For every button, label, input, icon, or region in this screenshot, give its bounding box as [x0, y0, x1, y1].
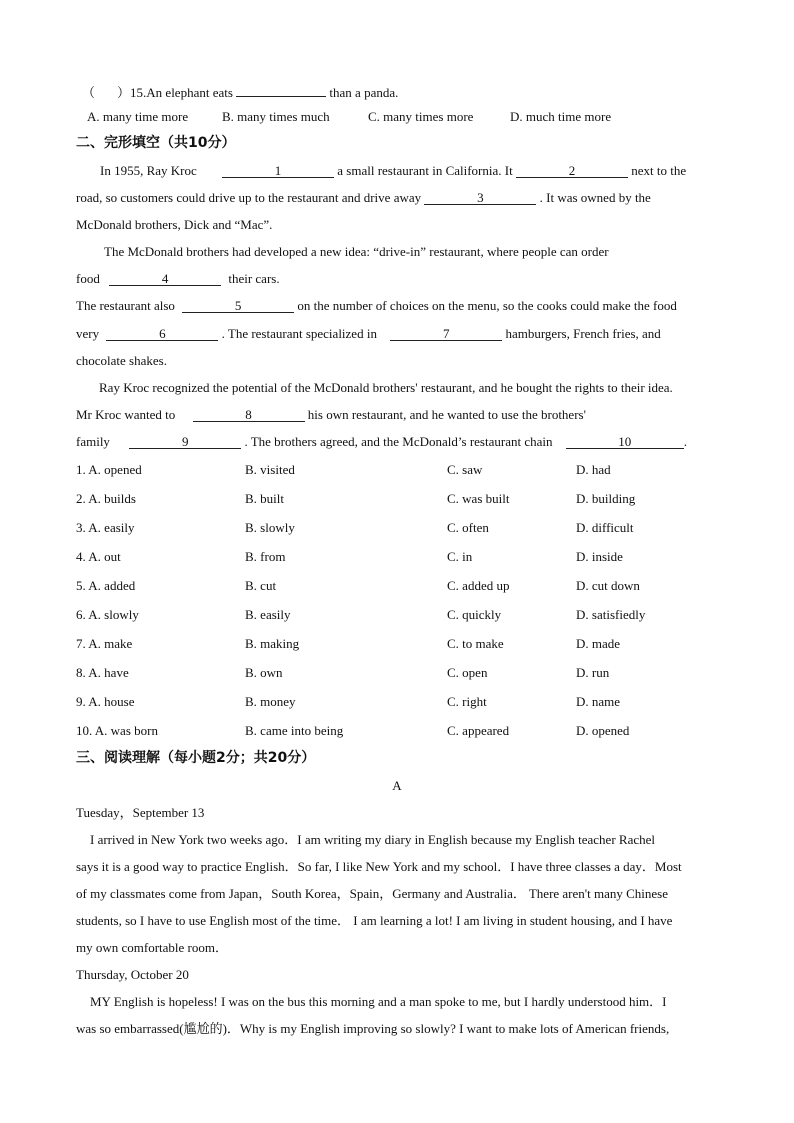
cloze-line-11: family 9 . The brothers agreed, and the McDonald’s restaurant chain 10 . [76, 434, 687, 449]
q7-option-a[interactable]: 7. A. make [76, 636, 133, 651]
section3-heading: 三、阅读理解（每小题2分；共20分） [76, 750, 316, 766]
q5-option-c[interactable]: C. added up [447, 578, 510, 593]
cloze-blank-3[interactable]: 3 [424, 190, 536, 205]
q1-option-d[interactable]: D. had [576, 462, 611, 477]
cloze-line-10: Mr Kroc wanted to 8 his own restaurant, and he wanted to use the brothers' [76, 407, 586, 422]
diary-date-1: Tuesday，September 13 [76, 805, 205, 820]
q2-option-b[interactable]: B. built [245, 491, 285, 506]
q2-option-d[interactable]: D. building [576, 491, 636, 506]
q15-option-d[interactable]: D. much time more [510, 109, 612, 124]
q4-option-a[interactable]: 4. A. out [76, 549, 121, 564]
diary-line-1: I arrived in New York two weeks ago．I am writing my diary in English because my English teacher Rachel [90, 832, 655, 847]
q9-option-b[interactable]: B. money [245, 694, 296, 709]
q6-option-a[interactable]: 6. A. slowly [76, 607, 139, 622]
q3-option-d[interactable]: D. difficult [576, 520, 634, 535]
q1-option-a[interactable]: 1. A. opened [76, 462, 142, 477]
diary-line-2: says it is a good way to practice English．So far, I like New York and my school．I have three classes a day．Most [76, 859, 682, 874]
cloze-blank-4[interactable]: 4 [109, 271, 221, 286]
q9-option-d[interactable]: D. name [576, 694, 621, 709]
cloze-line-4: The McDonald brothers had developed a new idea: “drive-in” restaurant, where people can order [104, 244, 609, 259]
diary-line-7: was so embarrassed(尴尬的)．Why is my English improving so slowly? I want to make lots of American friends, [76, 1021, 670, 1036]
q6-option-d[interactable]: D. satisfiedly [576, 607, 646, 622]
q7-option-d[interactable]: D. made [576, 636, 621, 651]
cloze-line-2: road, so customers could drive up to the restaurant and drive away 3 . It was owned by the [76, 190, 651, 205]
section2-heading: 二、完形填空（共10分） [76, 135, 236, 151]
q2-option-c[interactable]: C. was built [447, 491, 510, 506]
q5-option-b[interactable]: B. cut [245, 578, 277, 593]
q15-option-c[interactable]: C. many times more [368, 109, 474, 124]
q4-option-b[interactable]: B. from [245, 549, 286, 564]
passage-label: A [392, 778, 402, 793]
q15-answer-blank[interactable] [236, 82, 326, 97]
cloze-line-7: very 6 . The restaurant specialized in 7 hamburgers, French fries, and [76, 326, 661, 341]
q6-option-b[interactable]: B. easily [245, 607, 291, 622]
q4-option-c[interactable]: C. in [447, 549, 473, 564]
q15-option-b[interactable]: B. many times much [222, 109, 330, 124]
q5-option-d[interactable]: D. cut down [576, 578, 640, 593]
q2-option-a[interactable]: 2. A. builds [76, 491, 136, 506]
q5-option-a[interactable]: 5. A. added [76, 578, 136, 593]
q1-option-b[interactable]: B. visited [245, 462, 295, 477]
cloze-line-9: Ray Kroc recognized the potential of the McDonald brothers' restaurant, and he bought the rights to their idea. [99, 380, 673, 395]
q3-option-b[interactable]: B. slowly [245, 520, 295, 535]
q10-option-d[interactable]: D. opened [576, 723, 630, 738]
q9-option-c[interactable]: C. right [447, 694, 487, 709]
cloze-blank-7[interactable]: 7 [390, 326, 502, 341]
q8-option-a[interactable]: 8. A. have [76, 665, 129, 680]
cloze-line-1: In 1955, Ray Kroc 1 a small restaurant in California. It 2 next to the [100, 163, 687, 178]
diary-line-6: MY English is hopeless! I was on the bus this morning and a man spoke to me, but I hardly understood him．I [90, 994, 667, 1009]
diary-line-5: my own comfortable room． [76, 940, 228, 955]
cloze-line-5: food 4 their cars. [76, 271, 280, 286]
cloze-blank-2[interactable]: 2 [516, 163, 628, 178]
q10-option-a[interactable]: 10. A. was born [76, 723, 158, 738]
cloze-line-6: The restaurant also 5 on the number of choices on the menu, so the cooks could make the food [76, 298, 677, 313]
cloze-blank-8[interactable]: 8 [193, 407, 305, 422]
cloze-blank-5[interactable]: 5 [182, 298, 294, 313]
cloze-blank-6[interactable]: 6 [106, 326, 218, 341]
cloze-blank-1[interactable]: 1 [222, 163, 334, 178]
q6-option-c[interactable]: C. quickly [447, 607, 502, 622]
q15-stem: （ ）15.An elephant eats than a panda. [82, 82, 398, 101]
cloze-blank-9[interactable]: 9 [129, 434, 241, 449]
q8-option-b[interactable]: B. own [245, 665, 283, 680]
q1-option-c[interactable]: C. saw [447, 462, 483, 477]
diary-line-3: of my classmates come from Japan，South Korea，Spain，Germany and Australia． There aren't many Chinese [76, 886, 669, 901]
q8-option-d[interactable]: D. run [576, 665, 610, 680]
q15-option-a[interactable]: A. many time more [87, 109, 189, 124]
q8-option-c[interactable]: C. open [447, 665, 488, 680]
q10-option-c[interactable]: C. appeared [447, 723, 510, 738]
q4-option-d[interactable]: D. inside [576, 549, 623, 564]
q9-option-a[interactable]: 9. A. house [76, 694, 135, 709]
diary-date-2: Thursday, October 20 [76, 967, 189, 982]
cloze-blank-10[interactable]: 10 [566, 434, 684, 449]
q7-option-b[interactable]: B. making [245, 636, 300, 651]
diary-line-4: students, so I have to use English most of the time． I am learning a lot! I am living in student housing, and I have [76, 913, 673, 928]
q7-option-c[interactable]: C. to make [447, 636, 504, 651]
q3-option-c[interactable]: C. often [447, 520, 489, 535]
cloze-line-8: chocolate shakes. [76, 353, 167, 368]
cloze-line-3: McDonald brothers, Dick and “Mac”. [76, 217, 273, 232]
q10-option-b[interactable]: B. came into being [245, 723, 344, 738]
q3-option-a[interactable]: 3. A. easily [76, 520, 135, 535]
